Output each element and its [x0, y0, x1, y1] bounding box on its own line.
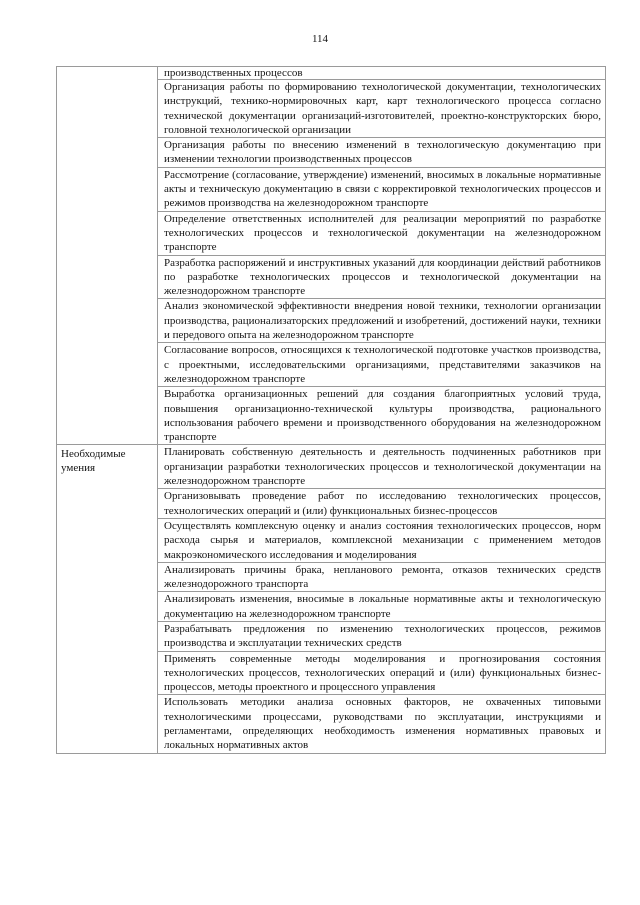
- table-cell-text: Рассмотрение (согласование, утверждение) изменений, вносимых в локальные нормативные акты и техническую документацию в связи с корректировкой технологических процессов и режимов производства на железнодорожном транспорте: [158, 167, 606, 211]
- table-cell-text: Разрабатывать предложения по изменению технологических процессов, режимов производства и эксплуатации технических средств: [158, 621, 606, 651]
- table-cell-text: Применять современные методы моделирования и прогнозирования состояния технологических процессов, технологических операций и (или) функциональных бизнес-процессов, методы проектного и процессного управления: [158, 651, 606, 695]
- table-cell-text: производственных процессов: [158, 67, 606, 80]
- table-cell-text: Выработка организационных решений для создания благоприятных условий труда, повышения организационно-технической культуры производства, рационального использования рабочего времени и производственного оборудования на железнодорожном транспорте: [158, 387, 606, 445]
- table-cell-text: Согласование вопросов, относящихся к технологической подготовке участков производства, с проектными, исследовательскими организациями, представителями заказчиков на железнодорожном транспорте: [158, 343, 606, 387]
- table-cell-text: Организация работы по внесению изменений в технологическую документацию при изменении технологии производственных процессов: [158, 138, 606, 168]
- table-cell-text: Анализ экономической эффективности внедрения новой техники, технологии организации производства, рационализаторских предложений и изобретений, достижений науки, техники и передового опыта на железнодорожном транспорте: [158, 299, 606, 343]
- table-cell-text: Организовывать проведение работ по исследованию технологических процессов, технологических операций и (или) функциональных бизнес-процессов: [158, 489, 606, 519]
- page-number: 114: [311, 33, 329, 45]
- section-label-skills: Необходимые умения: [57, 445, 158, 753]
- table-cell-text: Осуществлять комплексную оценку и анализ состояния технологических процессов, норм расхода сырья и материалов, комплексной механизации с применением методов макроэкономического исследования и моделирования: [158, 518, 606, 562]
- table-cell-text: Анализировать изменения, вносимые в локальные нормативные акты и технологическую документацию на железнодорожном транспорте: [158, 592, 606, 622]
- section-label-cell: [57, 67, 158, 445]
- table-cell-text: Организация работы по формированию технологической документации, технологических инструкций, технико-нормировочных карт, карт технологического процесса согласно технической документации организаций-изготовителей, проектно-конструкторских бюро, головной технологической организации: [158, 80, 606, 138]
- table-cell-text: Определение ответственных исполнителей для реализации мероприятий по разработке технологических процессов и технологической документации на железнодорожном транспорте: [158, 211, 606, 255]
- table-row: [57, 67, 606, 80]
- table-cell-text: Анализировать причины брака, непланового ремонта, отказов технических средств железнодорожного транспорта: [158, 562, 606, 592]
- requirements-table: [56, 66, 606, 754]
- table-cell-text: Планировать собственную деятельность и деятельность подчиненных работников при организации разработки технологических процессов и технологической документации на железнодорожном транспорте: [158, 445, 606, 489]
- table-row: [57, 445, 606, 489]
- table-cell-text: Разработка распоряжений и инструктивных указаний для координации действий работников по разработке технологических процессов и технологической документации на железнодорожном транспорте: [158, 255, 606, 299]
- table-cell-text: Использовать методики анализа основных факторов, не охваченных типовыми технологическими процессами, руководствами по эксплуатации, инструкциями и регламентами, определяющих необходимость изменения нормативных правовых и локальных нормативных актов: [158, 695, 606, 753]
